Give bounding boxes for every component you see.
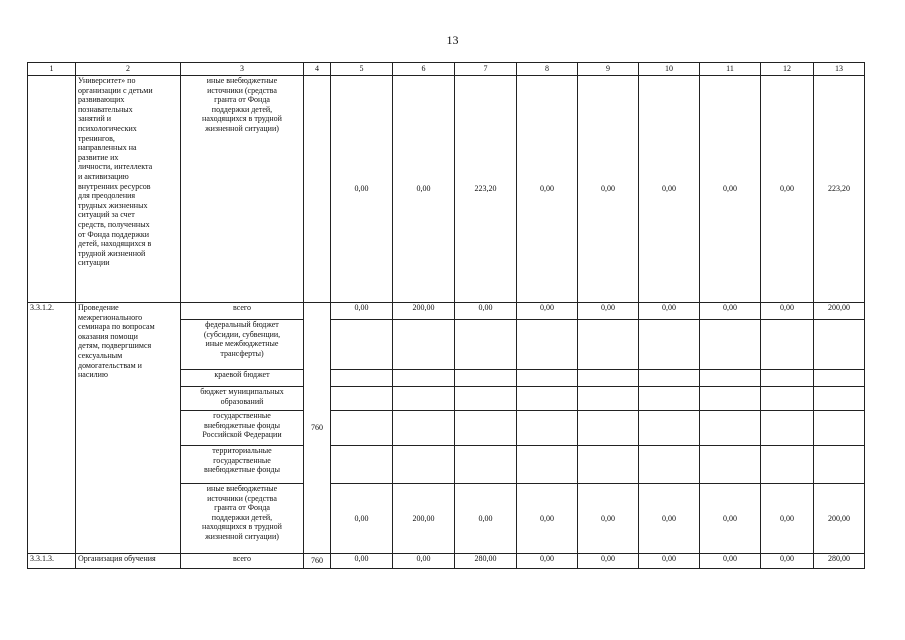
value-cell: 0,00 (455, 303, 517, 320)
table-row (28, 554, 865, 569)
value-cell: 0,00 (517, 76, 578, 303)
value-cell (393, 387, 455, 411)
header-cell: 1 (28, 63, 76, 76)
value-cell: 200,00 (814, 303, 865, 320)
value-cell (578, 411, 639, 446)
value-cell (331, 387, 393, 411)
value-cell: 0,00 (639, 303, 700, 320)
value-cell: 0,00 (700, 303, 761, 320)
row-name: Университет» по организации с детьми развивающих познавательных занятий и психологических тренингов, направленных на развитие их личности, интеллекта и активизацию внутренних ресурсов для преодоления трудных жизненных ситуаций за счет средств, полученных от Фонда поддержки детей, находящихся в трудной жизненной ситуации (76, 76, 181, 303)
header-cell: 3 (181, 63, 304, 76)
value-cell (814, 387, 865, 411)
value-cell: 0,00 (761, 554, 814, 569)
row-name: Проведение межрегионального семинара по вопросам оказания помощи детям, подвергшимся сексуальным домогательствам и насилию (76, 303, 181, 554)
value-cell (517, 370, 578, 387)
value-cell (455, 370, 517, 387)
value-cell: 280,00 (455, 554, 517, 569)
value-cell (331, 446, 393, 484)
value-cell: 0,00 (639, 554, 700, 569)
header-cell: 7 (455, 63, 517, 76)
value-cell: 0,00 (700, 76, 761, 303)
value-cell (393, 446, 455, 484)
value-cell: 0,00 (700, 554, 761, 569)
value-cell (639, 411, 700, 446)
value-cell (814, 446, 865, 484)
value-cell (761, 446, 814, 484)
table-row (28, 76, 865, 303)
value-cell (517, 320, 578, 370)
value-cell (761, 320, 814, 370)
value-cell (578, 387, 639, 411)
value-cell (455, 411, 517, 446)
value-cell (455, 446, 517, 484)
value-cell: 223,20 (814, 76, 865, 303)
row-code (28, 76, 76, 303)
value-cell: 0,00 (517, 484, 578, 554)
value-cell (578, 320, 639, 370)
value-cell (761, 411, 814, 446)
header-row (28, 63, 865, 76)
value-cell: 200,00 (814, 484, 865, 554)
value-cell: 0,00 (578, 303, 639, 320)
value-cell: 200,00 (393, 484, 455, 554)
header-cell: 13 (814, 63, 865, 76)
value-cell: 0,00 (331, 554, 393, 569)
value-cell (393, 370, 455, 387)
funding-source: бюджет муниципальных образований (181, 387, 304, 411)
header-cell: 5 (331, 63, 393, 76)
value-cell: 0,00 (761, 303, 814, 320)
value-cell (639, 387, 700, 411)
row-code: 3.3.1.3. (28, 554, 76, 569)
value-cell: 0,00 (331, 303, 393, 320)
value-cell: 0,00 (761, 76, 814, 303)
row-col4: 760 (304, 554, 331, 569)
value-cell (814, 370, 865, 387)
value-cell: 0,00 (578, 484, 639, 554)
value-cell: 0,00 (639, 76, 700, 303)
value-cell: 200,00 (393, 303, 455, 320)
value-cell (578, 446, 639, 484)
header-cell: 11 (700, 63, 761, 76)
value-cell (700, 411, 761, 446)
header-cell: 12 (761, 63, 814, 76)
value-cell (639, 446, 700, 484)
value-cell (639, 370, 700, 387)
value-cell (517, 411, 578, 446)
value-cell: 0,00 (578, 76, 639, 303)
value-cell (761, 370, 814, 387)
value-cell (517, 387, 578, 411)
value-cell: 0,00 (578, 554, 639, 569)
value-cell (700, 446, 761, 484)
row-name: Организация обучения (76, 554, 181, 569)
funding-source: территориальные государственные внебюджетные фонды (181, 446, 304, 484)
value-cell (814, 411, 865, 446)
value-cell (331, 370, 393, 387)
header-cell: 8 (517, 63, 578, 76)
funding-source: иные внебюджетные источники (средства гранта от Фонда поддержки детей, находящихся в трудной жизненной ситуации) (181, 76, 304, 303)
value-cell: 0,00 (393, 76, 455, 303)
row-code: 3.3.1.2. (28, 303, 76, 554)
row-col4: 760 (304, 303, 331, 554)
row-col4 (304, 76, 331, 303)
value-cell: 0,00 (639, 484, 700, 554)
value-cell: 223,20 (455, 76, 517, 303)
value-cell (455, 320, 517, 370)
value-cell (455, 387, 517, 411)
funding-source: всего (181, 554, 304, 569)
value-cell (700, 370, 761, 387)
value-cell: 0,00 (517, 554, 578, 569)
value-cell (814, 320, 865, 370)
table-row (28, 303, 865, 320)
value-cell (700, 387, 761, 411)
value-cell: 0,00 (331, 76, 393, 303)
funding-source: федеральный бюджет (субсидии, субвенции, иные межбюджетные трансферты) (181, 320, 304, 370)
header-cell: 6 (393, 63, 455, 76)
header-cell: 9 (578, 63, 639, 76)
value-cell: 280,00 (814, 554, 865, 569)
value-cell: 0,00 (331, 484, 393, 554)
value-cell (331, 411, 393, 446)
funding-source: краевой бюджет (181, 370, 304, 387)
header-cell: 10 (639, 63, 700, 76)
value-cell (331, 320, 393, 370)
value-cell (700, 320, 761, 370)
value-cell (393, 320, 455, 370)
value-cell: 0,00 (700, 484, 761, 554)
budget-table (27, 62, 865, 569)
value-cell (761, 387, 814, 411)
funding-source: всего (181, 303, 304, 320)
value-cell: 0,00 (393, 554, 455, 569)
value-cell: 0,00 (761, 484, 814, 554)
header-cell: 2 (76, 63, 181, 76)
funding-source: иные внебюджетные источники (средства гранта от Фонда поддержки детей, находящихся в трудной жизненной ситуации) (181, 484, 304, 554)
value-cell (393, 411, 455, 446)
value-cell: 0,00 (455, 484, 517, 554)
value-cell (578, 370, 639, 387)
value-cell (517, 446, 578, 484)
value-cell: 0,00 (517, 303, 578, 320)
page-number: 13 (446, 33, 459, 47)
value-cell (639, 320, 700, 370)
funding-source: государственные внебюджетные фонды Российской Федерации (181, 411, 304, 446)
header-cell: 4 (304, 63, 331, 76)
